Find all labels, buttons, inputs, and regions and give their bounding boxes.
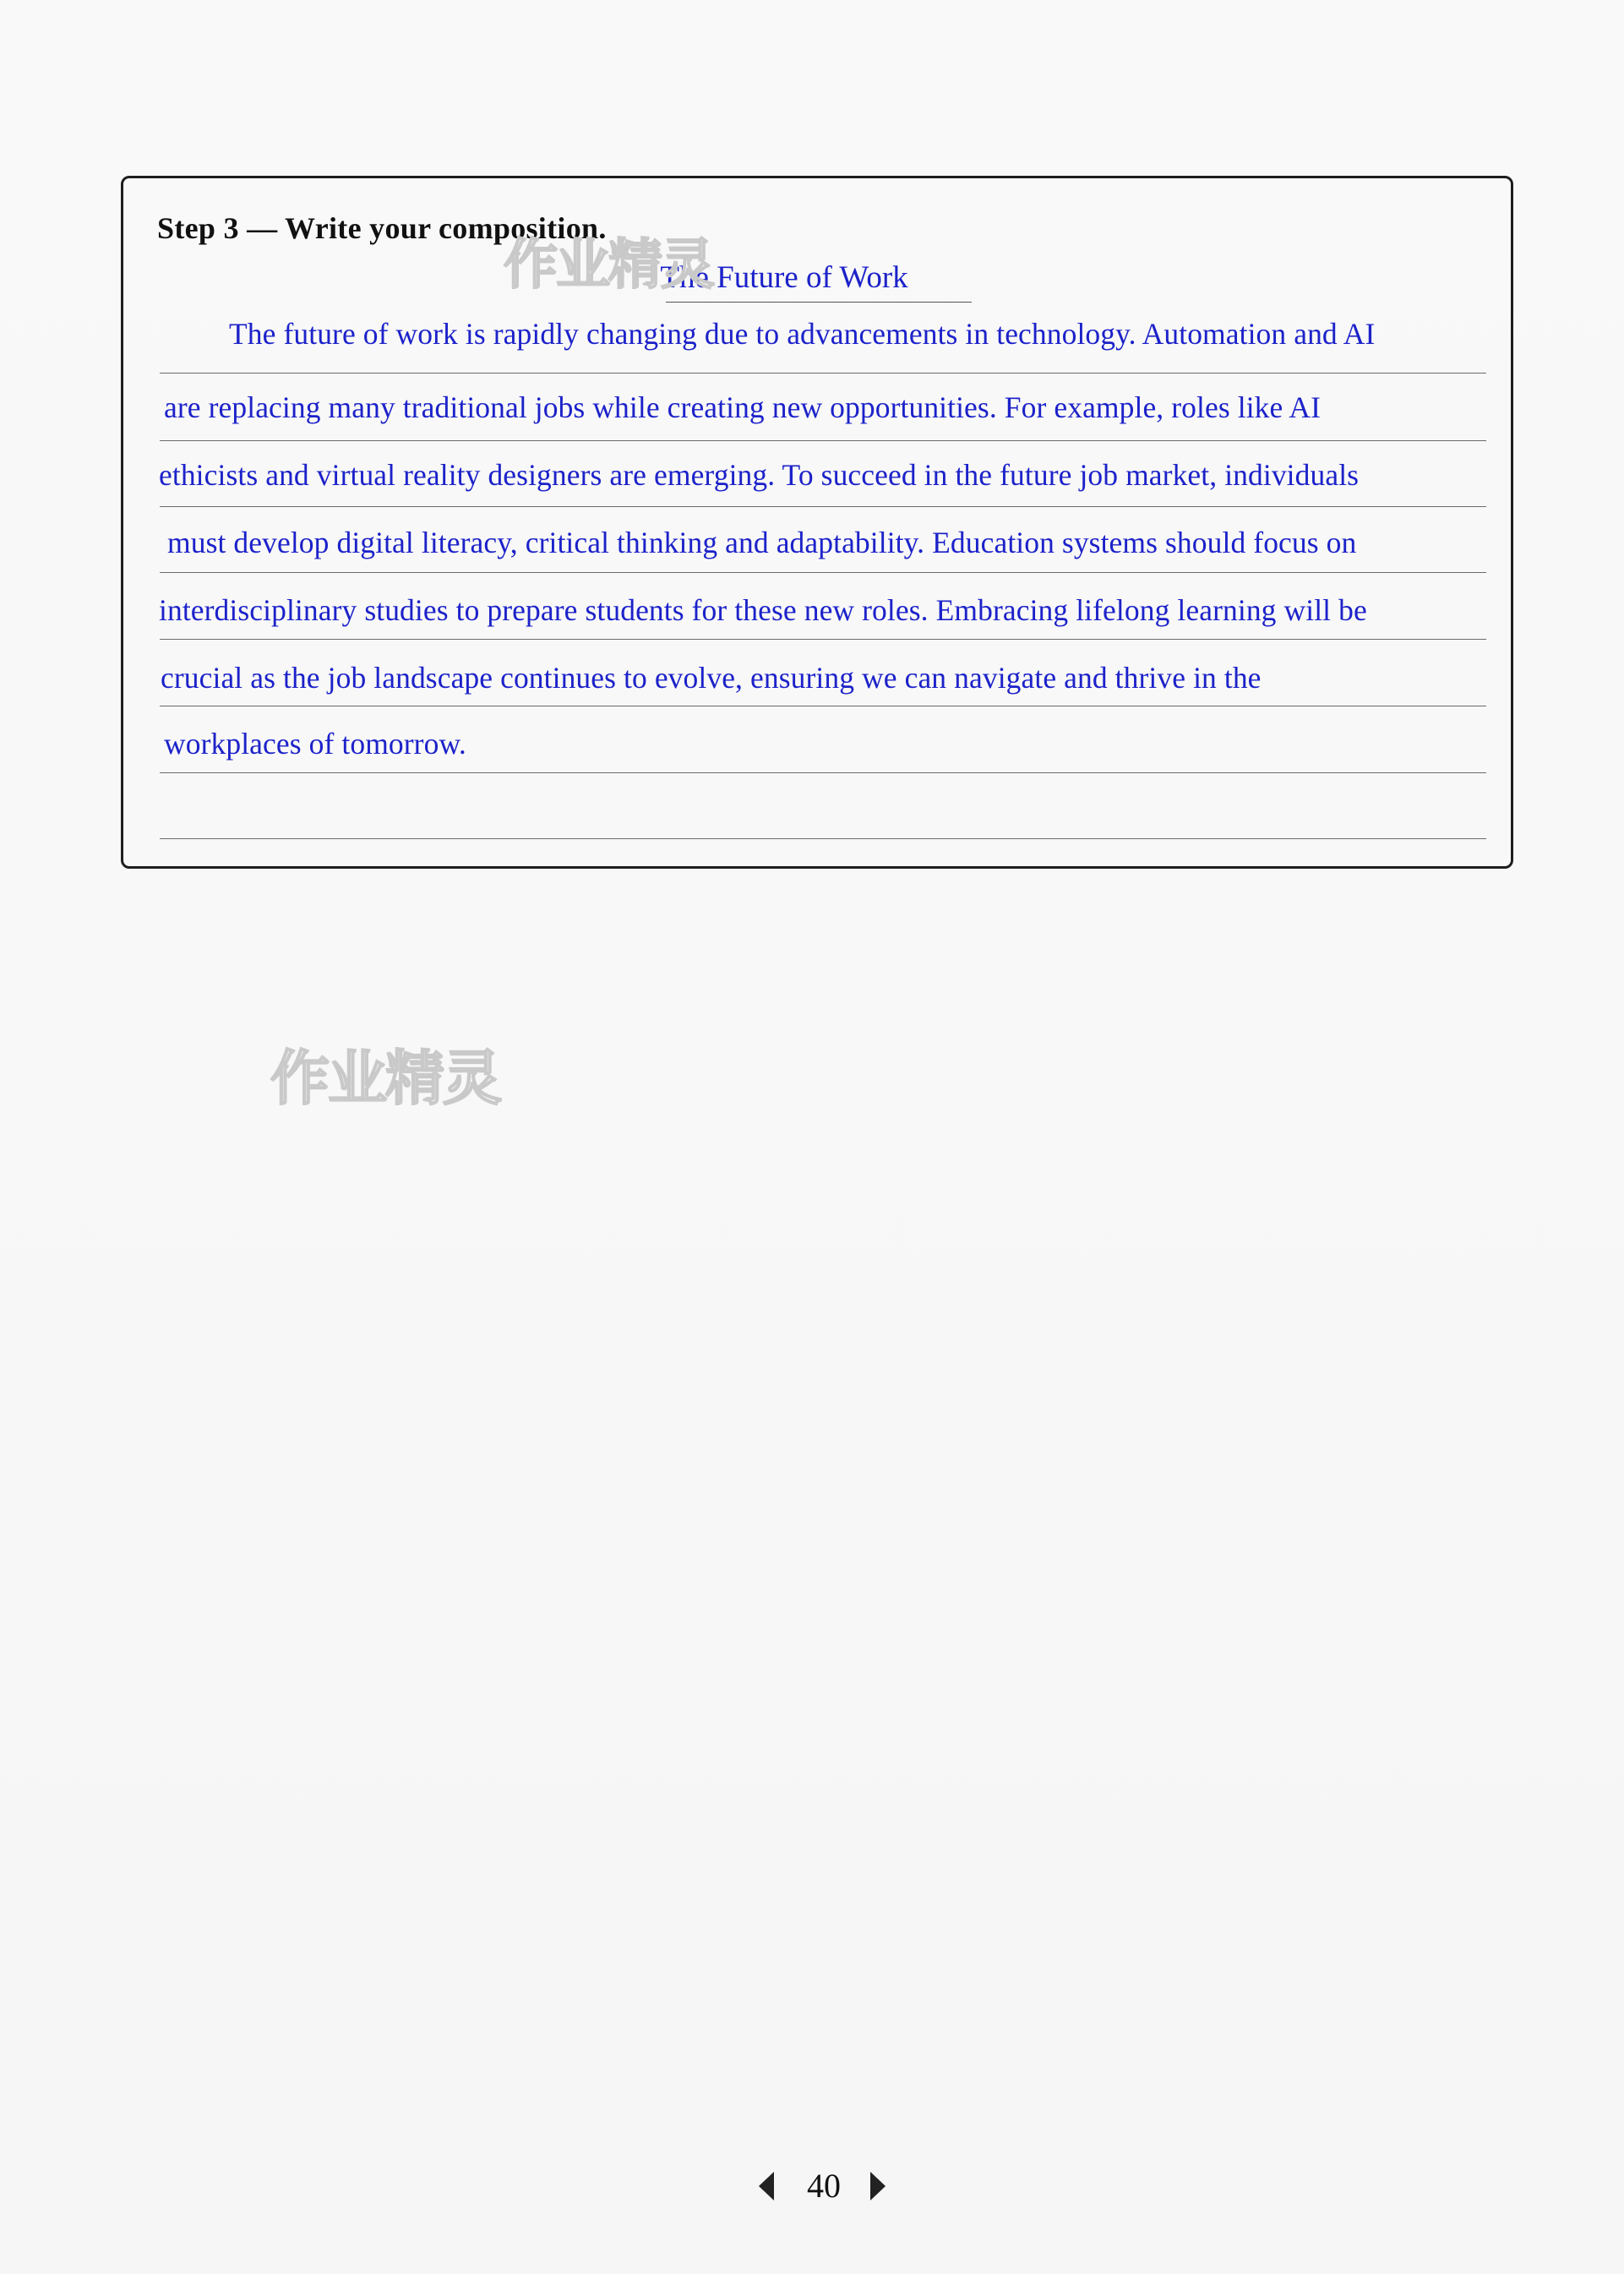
composition-line-7: workplaces of tomorrow.	[164, 727, 466, 761]
step-heading: Step 3 — Write your composition.	[157, 211, 607, 245]
ruled-line-3	[160, 506, 1486, 507]
ruled-line-4	[160, 572, 1486, 573]
previous-page-arrow-icon[interactable]	[759, 2172, 774, 2200]
composition-line-3: ethicists and virtual reality designers are emerging. To succeed in the future job market, individuals	[159, 458, 1360, 492]
watermark-middle: 作业精灵	[270, 1044, 500, 1113]
composition-box	[121, 176, 1513, 869]
title-underline	[666, 302, 972, 303]
ruled-line-7	[160, 772, 1486, 773]
page-navigation	[0, 2162, 1624, 2212]
ruled-line-5	[160, 639, 1486, 640]
composition-line-4: must develop digital literacy, critical thinking and adaptability. Education systems should focus on	[167, 526, 1357, 559]
watermark-top: 作业精灵	[504, 234, 713, 297]
ruled-line-8	[160, 838, 1486, 839]
next-page-arrow-icon[interactable]	[870, 2172, 886, 2200]
composition-title: The Future of Work	[660, 260, 908, 295]
ruled-line-1	[160, 373, 1486, 374]
composition-line-6: crucial as the job landscape continues to evolve, ensuring we can navigate and thrive in the	[161, 661, 1262, 695]
ruled-line-2	[160, 440, 1486, 441]
composition-line-1: The future of work is rapidly changing due to advancements in technology. Automation and AI	[229, 317, 1376, 351]
composition-line-2: are replacing many traditional jobs while creating new opportunities. For example, roles like AI	[164, 390, 1322, 424]
composition-line-5: interdisciplinary studies to prepare students for these new roles. Embracing lifelong learning will be	[159, 593, 1367, 627]
page-number: 40	[807, 2167, 841, 2205]
